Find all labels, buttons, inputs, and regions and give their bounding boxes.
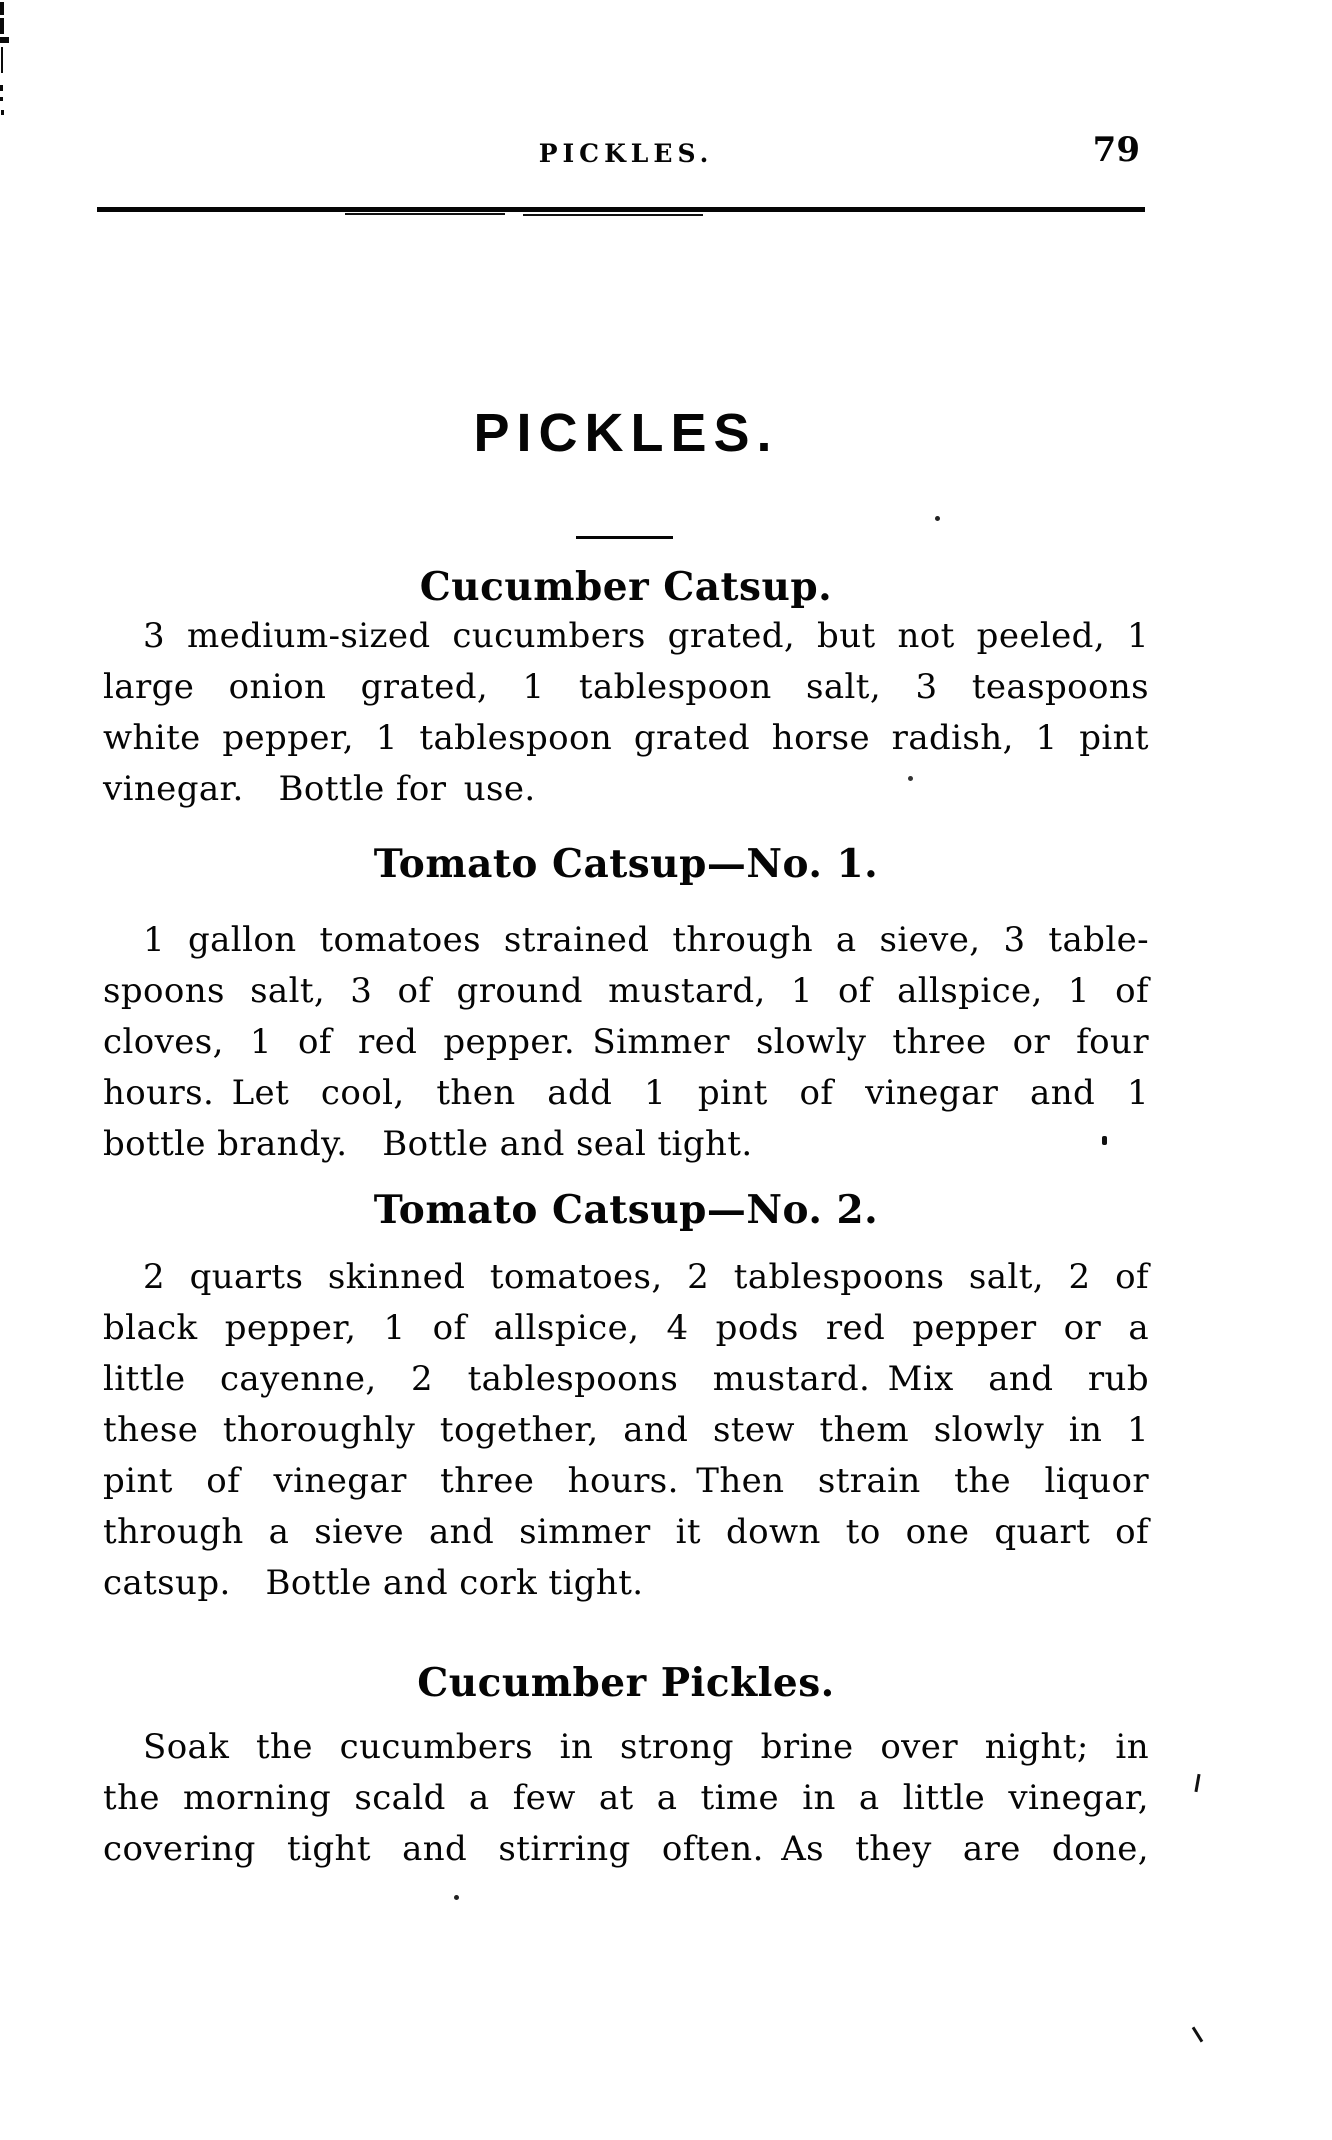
section-heading: Tomato Catsup—No. 2. — [373, 1187, 879, 1233]
chapter-title: PICKLES. — [473, 403, 779, 463]
header-rule-texture — [523, 214, 703, 216]
scan-speck — [908, 776, 913, 781]
text-line: bottle brandy. Bottle and seal tight. — [103, 1124, 753, 1164]
text-line: spoons salt, 3 of ground mustard, 1 of allspice, 1 of — [103, 971, 1149, 1011]
scan-artifact — [0, 97, 3, 101]
recipe-sections — [103, 563, 1149, 1875]
text-line: 1 gallon tomatoes strained through a sieve, 3 table- — [143, 920, 1149, 960]
recipe-section — [103, 563, 1149, 815]
section-heading: Cucumber Catsup. — [419, 564, 833, 610]
header-rule — [97, 207, 1145, 212]
text-line: the morning scald a few at a time in a little vinegar, — [103, 1778, 1149, 1818]
title-divider-rule — [576, 536, 673, 539]
scan-speck — [1102, 1136, 1107, 1145]
recipe-section — [103, 840, 1149, 1170]
recipe-section — [103, 1659, 1149, 1875]
scan-artifact — [0, 37, 9, 43]
paragraph — [103, 1722, 1149, 1875]
scan-artifact — [0, 18, 4, 34]
scan-speck — [1192, 2026, 1204, 2042]
scan-artifact — [0, 85, 3, 91]
paragraph — [103, 1252, 1149, 1609]
text-line: 3 medium-sized cucumbers grated, but not peeled, 1 — [143, 616, 1149, 656]
scan-artifact — [0, 2, 4, 15]
text-line: through a sieve and simmer it down to one quart of — [103, 1512, 1149, 1552]
text-line: catsup. Bottle and cork tight. — [103, 1563, 644, 1603]
paragraph — [103, 611, 1149, 815]
text-line: Soak the cucumbers in strong brine over night; in — [143, 1727, 1149, 1767]
recipe-section — [103, 1186, 1149, 1609]
text-line: black pepper, 1 of allspice, 4 pods red pepper or a — [103, 1308, 1149, 1348]
text-line: cloves, 1 of red pepper. Simmer slowly three or four — [103, 1022, 1149, 1062]
scan-speck — [1194, 1774, 1200, 1792]
text-line: white pepper, 1 tablespoon grated horse radish, 1 pint — [103, 718, 1149, 758]
text-line: pint of vinegar three hours. Then strain the liquor — [103, 1461, 1149, 1501]
text-line: hours. Let cool, then add 1 pint of vinegar and 1 — [103, 1073, 1149, 1113]
section-heading: Cucumber Pickles. — [417, 1660, 835, 1706]
scan-speck — [454, 1895, 459, 1900]
header-rule-texture — [345, 213, 505, 215]
text-line: large onion grated, 1 tablespoon salt, 3 teaspoons — [103, 667, 1149, 707]
section-heading: Tomato Catsup—No. 1. — [373, 841, 879, 887]
paragraph — [103, 915, 1149, 1170]
text-line: vinegar. Bottle for use. — [103, 769, 536, 809]
text-line: 2 quarts skinned tomatoes, 2 tablespoons salt, 2 of — [143, 1257, 1149, 1297]
page-number: 79 — [1092, 130, 1140, 170]
text-line: little cayenne, 2 tablespoons mustard. Mix and rub — [103, 1359, 1149, 1399]
text-line: covering tight and stirring often. As they are done, — [103, 1829, 1149, 1869]
scan-artifact — [1, 47, 3, 73]
scan-artifact — [1, 110, 4, 115]
text-line: these thoroughly together, and stew them slowly in 1 — [103, 1410, 1149, 1450]
running-head-title: PICKLES. — [538, 139, 714, 168]
scan-speck — [935, 516, 940, 521]
